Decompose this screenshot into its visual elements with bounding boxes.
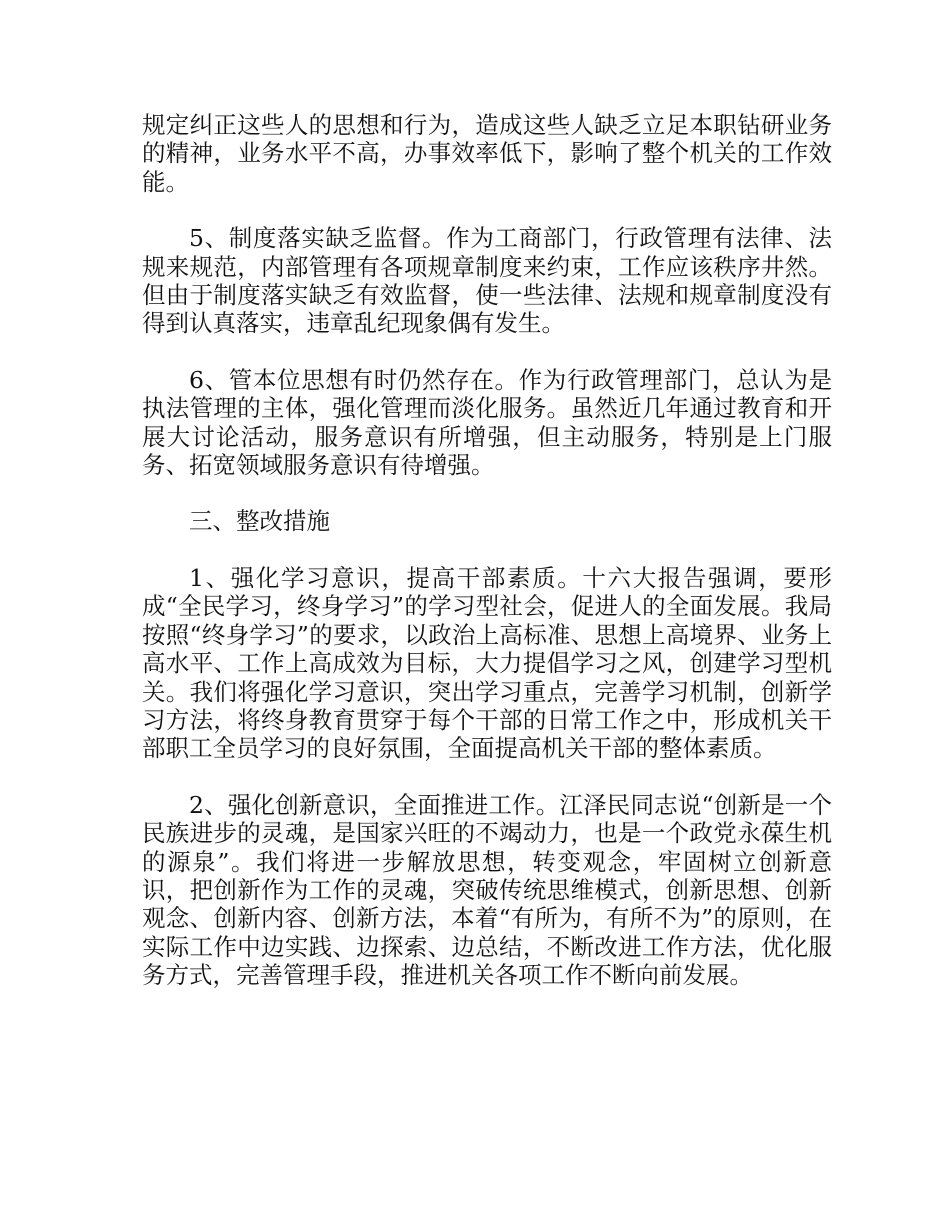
- measure-item-2: 2、强化创新意识，全面推进工作。江泽民同志说“创新是一个民族进步的灵魂，是国家兴旺的不竭动力，也是一个政党永葆生机的源泉”。我们将进一步解放思想，转变观念，牢固树立创新意识，把创新作为工作的灵魂，突破传统思维模式，创新思想、创新观念、创新内容、创新方法，本着“有所为，有所不为”的原则，在实际工作中边实践、边探索、边总结，不断改进工作方法，优化服务方式，完善管理手段，推进机关各项工作不断向前发展。: [142, 790, 832, 990]
- document-body: [142, 111, 832, 1018]
- measure-item-1: 1、强化学习意识，提高干部素质。十六大报告强调，要形成“全民学习，终身学习”的学习型社会，促进人的全面发展。我局按照“终身学习”的要求，以政治上高标准、思想上高境界、业务上高水平、工作上高成效为目标，大力提倡学习之风，创建学习型机关。我们将强化学习意识，突出学习重点，完善学习机制，创新学习方法，将终身教育贯穿于每个干部的日常工作之中，形成机关干部职工全员学习的良好氛围，全面提高机关干部的整体素质。: [142, 563, 832, 763]
- continued-paragraph: 规定纠正这些人的思想和行为，造成这些人缺乏立足本职钻研业务的精神，业务水平不高，办事效率低下，影响了整个机关的工作效能。: [142, 111, 832, 196]
- section-heading-rectification: 三、整改措施: [189, 507, 330, 536]
- paragraph-item-6: 6、管本位思想有时仍然存在。作为行政管理部门，总认为是执法管理的主体，强化管理而淡化服务。虽然近几年通过教育和开展大讨论活动，服务意识有所增强，但主动服务，特别是上门服务、拓宽领域服务意识有待增强。: [142, 365, 832, 480]
- paragraph-item-5: 5、制度落实缺乏监督。作为工商部门，行政管理有法律、法规来规范，内部管理有各项规章制度来约束，工作应该秩序井然。但由于制度落实缺乏有效监督，使一些法律、法规和规章制度没有得到认真落实，违章乱纪现象偶有发生。: [142, 224, 832, 338]
